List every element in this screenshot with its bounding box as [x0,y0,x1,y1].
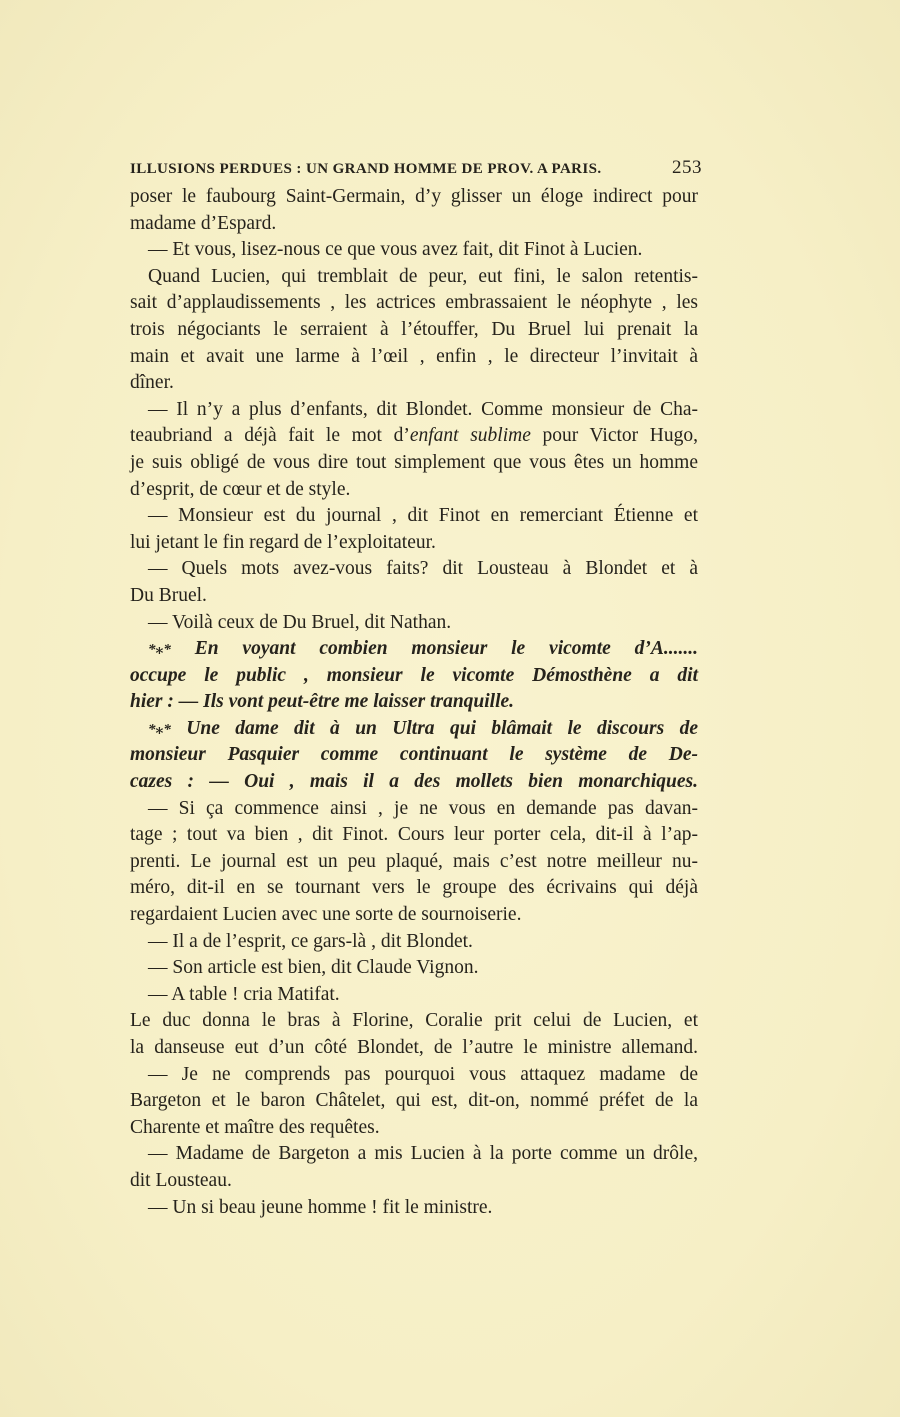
line-text: poser le faubourg Saint-Germain, d’y glisser un éloge indirect pour [130,186,698,207]
text-line [130,264,698,291]
line-text: Une dame dit à un Ultra qui blâmait le discours de [186,717,698,739]
text-line [130,1008,698,1035]
text-line [130,1168,698,1195]
line-text: dîner. [130,372,174,394]
line-text: — Monsieur est du journal , dit Finot en remerciant Étienne et [148,505,698,527]
text-line [130,583,698,610]
line-text: d’esprit, de cœur et de style. [130,478,351,500]
text-line [130,716,698,743]
line-text: Du Bruel. [130,584,207,606]
line-text: — Madame de Bargeton a mis Lucien à la porte comme un drôle, [148,1143,698,1165]
text-line [130,982,698,1009]
line-text: Le duc donna le bras à Florine, Coralie prit celui de Lucien, et [130,1010,698,1032]
text-line [130,477,698,504]
line-text: la danseuse eut d’un côté Blondet, de l’autre le ministre allemand. [130,1037,698,1058]
line-text: occupe le public , monsieur le vicomte Démosthène a dit [130,664,698,686]
line-text: Quand Lucien, qui tremblait de peur, eut fini, le salon retentis- [148,265,698,287]
text-line [130,769,698,796]
text-line [130,423,698,450]
line-text: En voyant combien monsieur le vicomte d’A....... [194,638,698,660]
line-text: Charente et maître des requêtes. [130,1116,380,1138]
text-line [130,929,698,956]
line-text: — Il a de l’esprit, ce gars-là , dit Blondet. [148,930,473,952]
line-text: regardaient Lucien avec une sorte de sournoiserie. [130,904,522,926]
text-line [130,1035,698,1062]
text-line [130,503,698,530]
line-text: — Si ça commence ainsi , je ne vous en demande pas davan- [148,797,698,819]
line-text: madame d’Espard. [130,212,277,234]
running-header [130,157,702,183]
page-number: 253 [672,157,702,178]
text-line [130,556,698,583]
text-line [130,1115,698,1142]
line-text: main et avait une larme à l’œil , enfin , le directeur l’invitait à [130,345,698,367]
line-text: — Il n’y a plus d’enfants, dit Blondet. Comme monsieur de Cha- [148,398,698,420]
text-line [130,822,698,849]
text-line [130,1195,698,1222]
text-line [130,317,698,344]
line-text: — Quels mots avez-vous faits? dit Lousteau à Blondet et à [148,558,698,580]
text-line [130,849,698,876]
asterism-icon: *⁎* [148,721,171,738]
line-text: prenti. Le journal est un peu plaqué, mais c’est notre meilleur nu- [130,850,698,872]
line-text: cazes : — Oui , mais il a des mollets bien monarchiques. [130,771,698,793]
text-line [130,902,698,929]
italic-phrase: enfant sublime [409,425,531,447]
line-text: hier : — Ils vont peut-être me laisser tranquille. [130,691,515,713]
line-text: Bargeton et le baron Châtelet, qui est, dit-on, nommé préfet de la [130,1090,698,1112]
text-line [130,1088,698,1115]
line-text-continued: pour Victor Hugo, [530,425,698,447]
line-text: je suis obligé de vous dire tout simplement que vous êtes un homme [130,451,698,473]
line-text: — Son article est bien, dit Claude Vignon. [148,957,479,979]
text-line [130,796,698,823]
text-line [130,450,698,477]
line-text: sait d’applaudissements , les actrices embrassaient le néophyte , les [130,292,698,314]
text-line [130,344,698,371]
line-text: lui jetant le fin regard de l’exploitateur. [130,531,436,553]
line-text: — A table ! cria Matifat. [148,983,340,1005]
text-line [130,1141,698,1168]
text-line [130,689,698,716]
asterism-icon: *⁎* [148,642,171,659]
line-text: dit Lousteau. [130,1169,232,1191]
text-line [130,742,698,769]
text-line [130,211,698,238]
line-text: teaubriand a déjà fait le mot d’ [130,425,410,447]
text-line [130,530,698,557]
line-text: monsieur Pasquier comme continuant le système de De- [130,744,698,766]
text-line [130,663,698,690]
running-title: ILLUSIONS PERDUES : UN GRAND HOMME DE PROV. A PARIS. [130,161,602,177]
text-line [130,397,698,424]
text-line [130,636,698,663]
text-line [130,370,698,397]
line-text: trois négociants le serraient à l’étouffer, Du Bruel lui prenait la [130,318,698,340]
text-line [130,955,698,982]
text-line [130,1062,698,1089]
line-text: — Voilà ceux de Du Bruel, dit Nathan. [148,611,452,633]
line-text: — Un si beau jeune homme ! fit le ministre. [148,1196,493,1218]
line-text: méro, dit-il en se tournant vers le groupe des écrivains qui déjà [130,877,698,899]
page-body-text [130,184,698,1221]
line-text: — Et vous, lisez-nous ce que vous avez fait, dit Finot à Lucien. [148,239,643,261]
text-line [130,610,698,637]
line-text: tage ; tout va bien , dit Finot. Cours leur porter cela, dit-il à l’ap- [130,824,698,846]
text-line [130,184,698,211]
text-line [130,237,698,264]
text-line [130,290,698,317]
line-text: — Je ne comprends pas pourquoi vous attaquez madame de [148,1063,698,1085]
text-line [130,875,698,902]
